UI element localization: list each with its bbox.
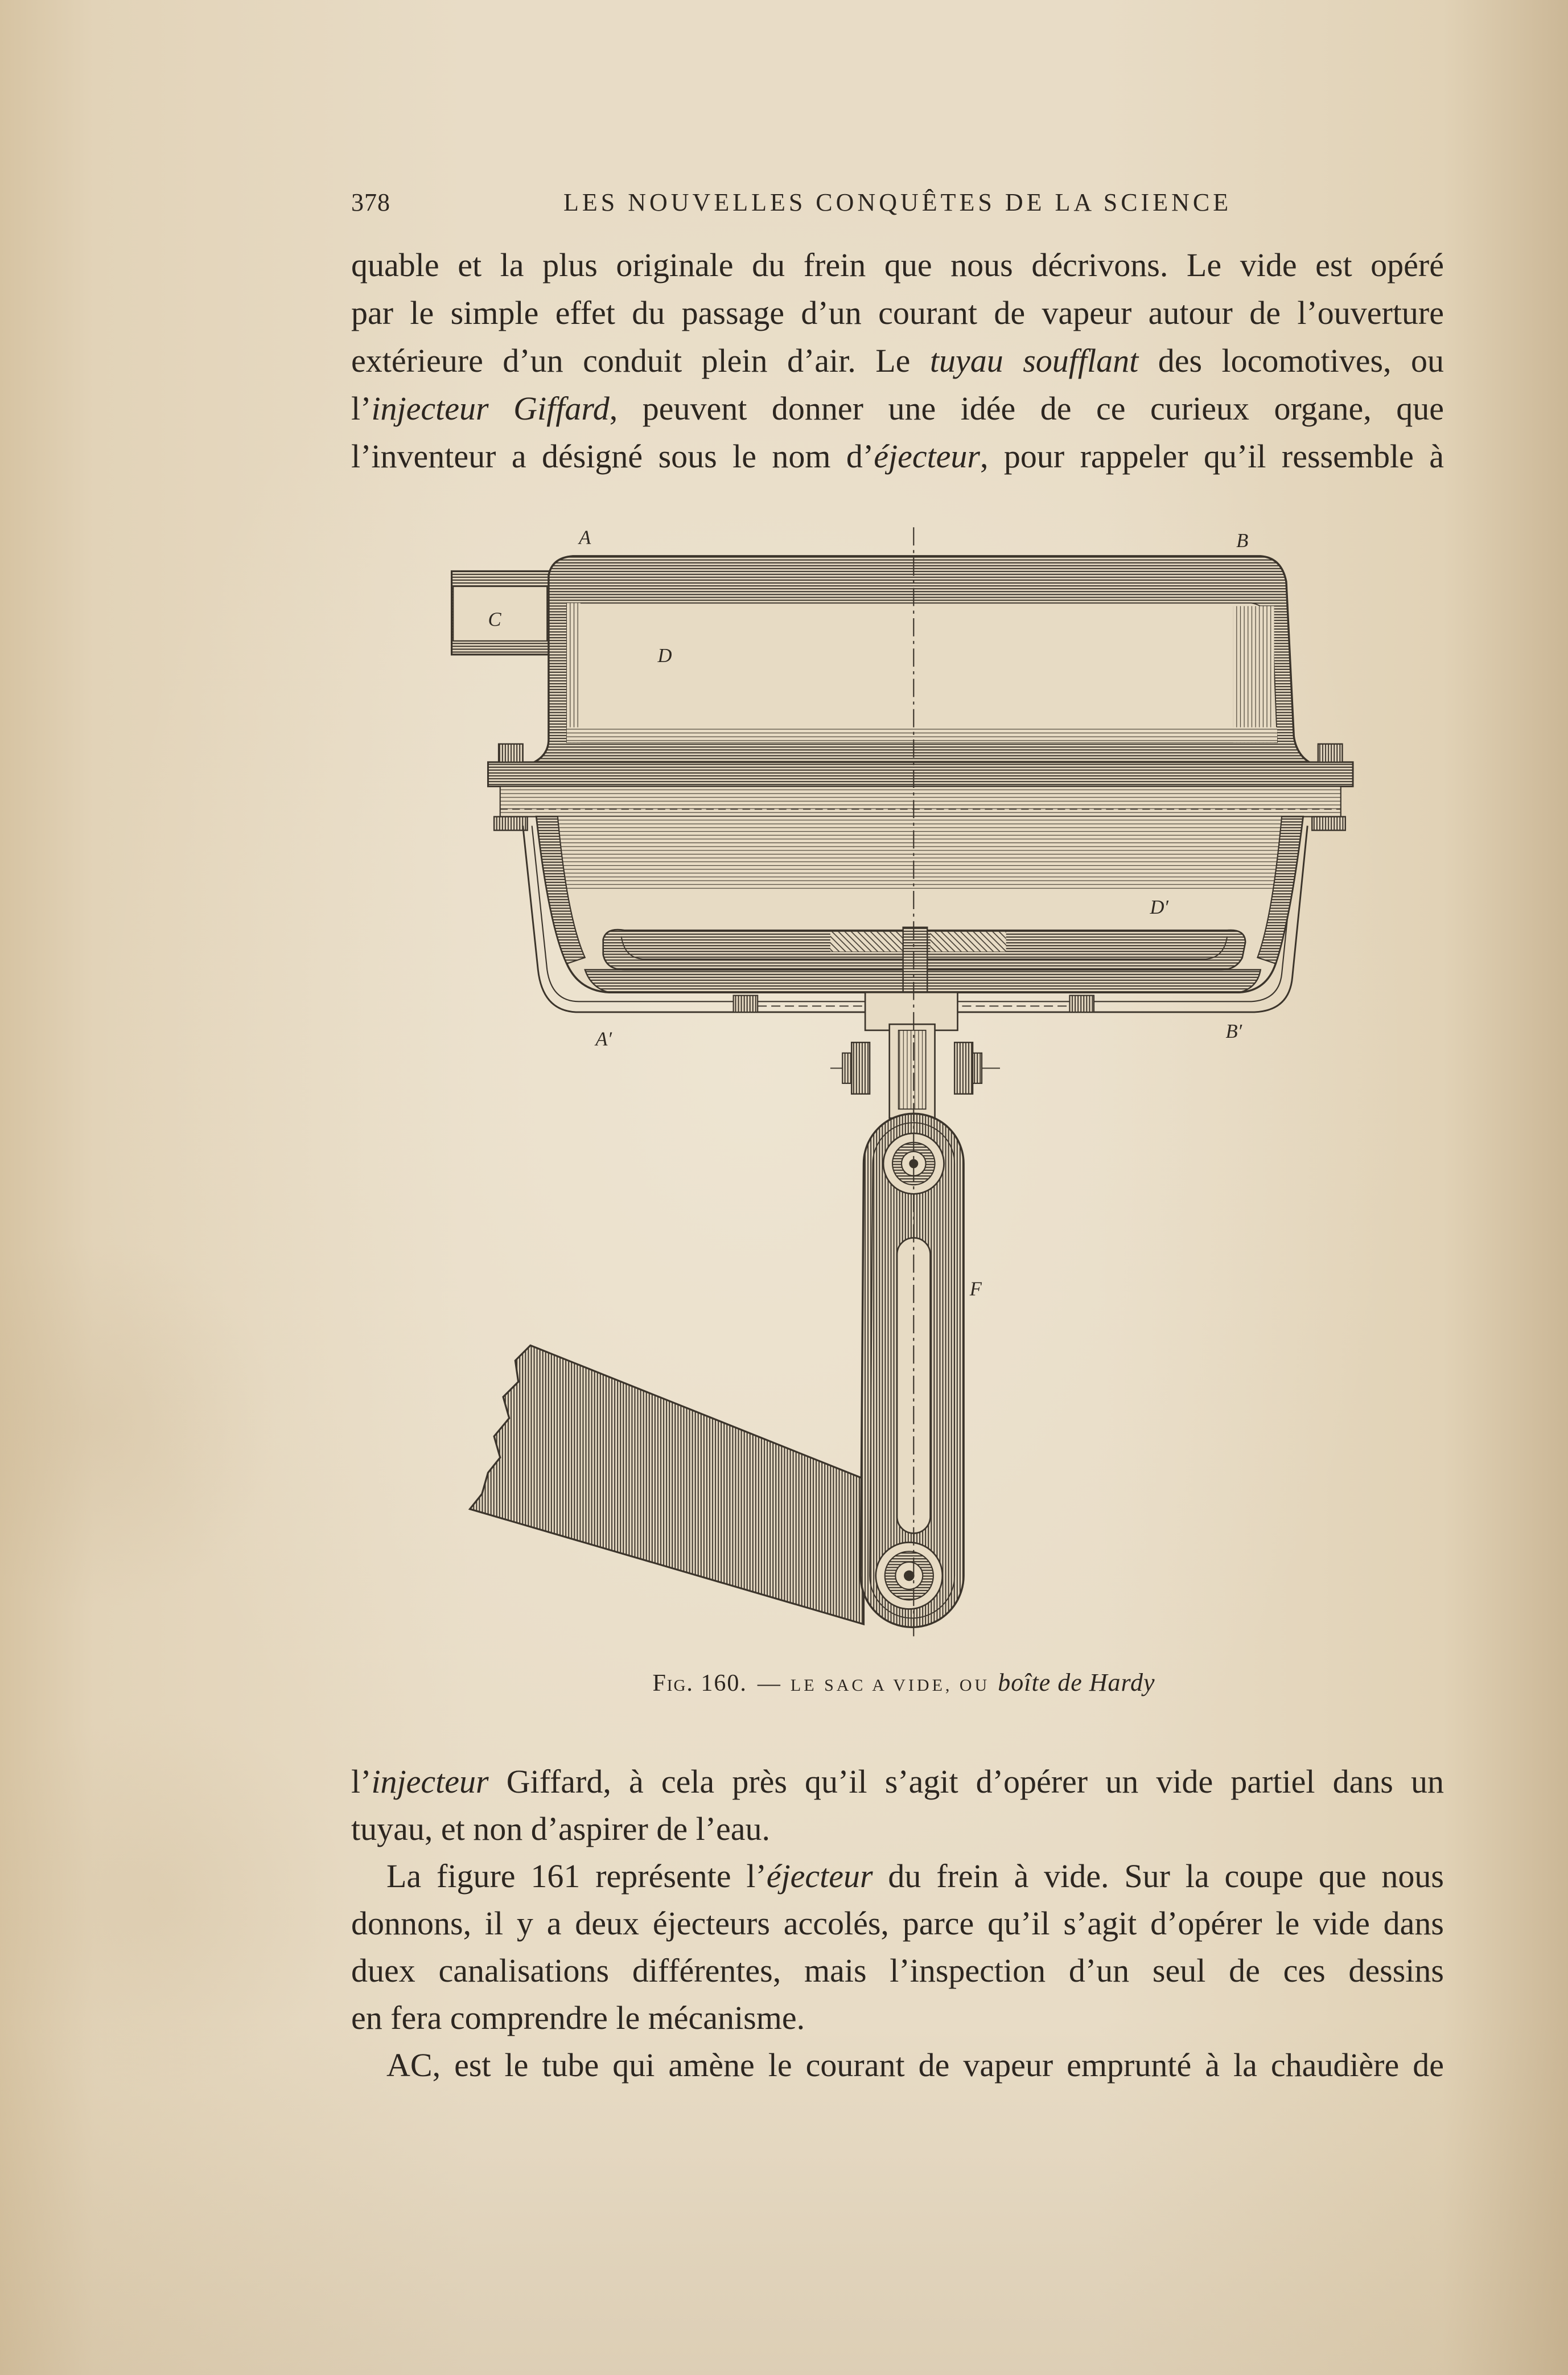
label-f: F: [969, 1278, 982, 1300]
text-run: quable et la plus originale du frein que nous décrivons. Le vide est opéré: [351, 246, 1444, 283]
text-line: [351, 337, 1444, 385]
text-run: La figure 161 représente l’: [386, 1858, 767, 1895]
body-text-top: [351, 241, 1444, 480]
text-line: [351, 1994, 1444, 2041]
housing-flange: [488, 762, 1353, 817]
running-head: LES NOUVELLES CONQUÊTES DE LA SCIENCE: [563, 188, 1232, 216]
italic-text-run: injecteur: [371, 1763, 489, 1800]
italic-text-run: éjecteur: [874, 438, 980, 475]
lower-pivot: [876, 1542, 943, 1609]
text-run: en fera comprendre le mécanisme.: [351, 1999, 805, 2036]
text-run: Giffard, à cela près qu’il s’agit d’opérer un vide partiel dans un: [488, 1763, 1444, 1800]
text-run: du frein à vide. Sur la coupe que nous: [873, 1858, 1444, 1895]
caption-subtitle: boîte de Hardy: [998, 1669, 1155, 1696]
label-b: B: [1236, 529, 1249, 552]
text-run: l’: [351, 390, 372, 427]
text-run: l’inventeur a désigné sous le nom d’: [351, 438, 874, 475]
text-line: [351, 2041, 1444, 2089]
text-line: [351, 241, 1444, 289]
italic-text-run: injecteur Giffard: [371, 390, 610, 427]
italic-text-run: éjecteur: [766, 1858, 873, 1895]
inlet-pipe: [452, 571, 555, 654]
text-line: [351, 1758, 1444, 1805]
text-run: tuyau, et non d’aspirer de l’eau.: [351, 1810, 770, 1847]
text-line: [351, 1852, 1444, 1900]
caption-separator: —: [757, 1670, 780, 1696]
figure-caption: [357, 1667, 1450, 1699]
text-run: , pour rappeler qu’il ressemble à: [980, 438, 1444, 475]
text-line: [351, 1805, 1444, 1852]
upper-housing: [528, 556, 1315, 765]
text-run: , peuvent donner une idée de ce curieux organe, que: [609, 390, 1444, 427]
italic-text-run: tuyau soufflant: [929, 342, 1139, 379]
label-c: C: [488, 609, 501, 631]
hatched-plate: [470, 1345, 864, 1624]
text-run: extérieure d’un conduit plein d’air. Le: [351, 342, 930, 379]
text-line: [351, 1947, 1444, 1994]
text-run: duex canalisations différentes, mais l’inspection d’un seul de ces dessins: [351, 1952, 1444, 1989]
page-number: 378: [351, 188, 390, 216]
figure-160-engraving: [439, 515, 1364, 1651]
text-run: des locomotives, ou: [1138, 342, 1444, 379]
text-run: l’: [351, 1763, 372, 1800]
text-line: [351, 289, 1444, 337]
label-d: D: [657, 645, 672, 667]
text-line: [351, 433, 1444, 480]
label-a: A: [579, 527, 591, 549]
label-d-prime: D′: [1150, 896, 1169, 918]
label-a-prime: A′: [595, 1028, 612, 1050]
text-line: [351, 385, 1444, 433]
text-run: donnons, il y a deux éjecteurs accolés, parce qu’il s’agit d’opérer le vide dans: [351, 1905, 1444, 1942]
text-line: [351, 1900, 1444, 1947]
label-b-prime: B′: [1225, 1021, 1242, 1043]
text-run: AC, est le tube qui amène le courant de vapeur emprunté à la chaudière de: [386, 2047, 1444, 2084]
caption-figure-number: Fig. 160.: [652, 1670, 747, 1696]
text-run: par le simple effet du passage d’un courant de vapeur autour de l’ouverture: [351, 294, 1444, 331]
body-text-bottom: [351, 1758, 1444, 2089]
caption-title: LE SAC A VIDE, OU: [790, 1676, 990, 1695]
